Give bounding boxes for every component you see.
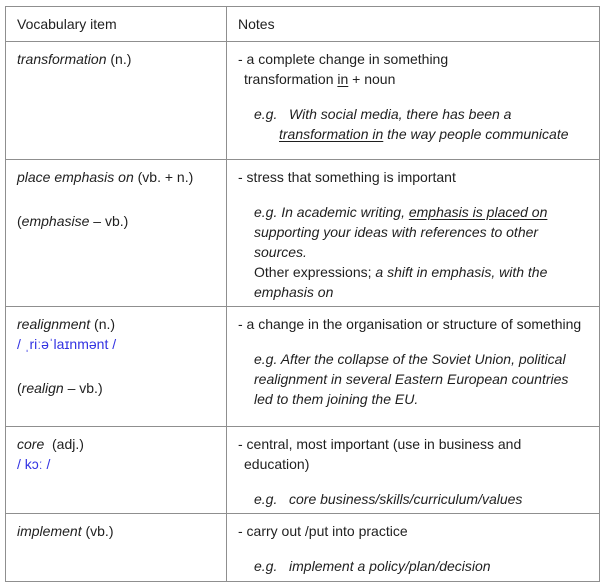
vocab-cell bbox=[6, 160, 226, 306]
vocab-cell bbox=[6, 514, 226, 581]
text-line: (emphasise – vb.) bbox=[17, 213, 129, 229]
table-header-row bbox=[6, 7, 599, 41]
text-line bbox=[17, 334, 220, 354]
text-line: led to them joining the EU. bbox=[254, 391, 419, 407]
vocab-cell bbox=[6, 307, 226, 426]
vocabulary-table bbox=[5, 6, 600, 582]
notes-cell bbox=[226, 514, 599, 581]
table-row bbox=[6, 513, 599, 581]
text-line: e.g. With social media, there has been a bbox=[254, 106, 512, 122]
notes-cell bbox=[226, 307, 599, 426]
text-line: sources. bbox=[254, 244, 307, 260]
text-line: e.g. After the collapse of the Soviet Union, political bbox=[254, 351, 566, 367]
text-line: - central, most important (use in business and bbox=[238, 436, 522, 452]
text-line: emphasis on bbox=[254, 284, 334, 300]
notes-cell bbox=[226, 42, 599, 159]
text-line: e.g. core business/skills/curriculum/values bbox=[254, 491, 523, 507]
text-line: transformation in + noun bbox=[244, 71, 396, 87]
text-line: Other expressions; a shift in emphasis, with the bbox=[254, 264, 548, 280]
text-line: core (adj.) bbox=[17, 436, 84, 452]
vocab-cell bbox=[6, 427, 226, 513]
text-line: education) bbox=[244, 456, 310, 472]
text-line: realignment (n.) bbox=[17, 316, 116, 332]
text-line: transformation (n.) bbox=[17, 51, 132, 67]
text-line: - stress that something is important bbox=[238, 169, 456, 185]
table-row bbox=[6, 159, 599, 306]
header-notes: Notes bbox=[226, 7, 599, 41]
text-line: - a complete change in something bbox=[238, 51, 449, 67]
notes-cell bbox=[226, 160, 599, 306]
table-row bbox=[6, 426, 599, 513]
header-vocabulary-item: Vocabulary item bbox=[17, 16, 117, 32]
pronunciation: / ˌriːəˈlaɪnmənt / bbox=[17, 336, 117, 352]
text-line: e.g. In academic writing, emphasis is placed on bbox=[254, 204, 548, 220]
vocab-cell bbox=[6, 42, 226, 159]
table-row bbox=[6, 306, 599, 426]
text-line: transformation in the way people communicate bbox=[279, 126, 569, 142]
text-line: - carry out /put into practice bbox=[238, 523, 408, 539]
text-line: supporting your ideas with references to other bbox=[254, 224, 539, 240]
text-line: (realign – vb.) bbox=[17, 380, 103, 396]
table-row bbox=[6, 41, 599, 159]
text-line bbox=[17, 454, 220, 474]
notes-cell bbox=[226, 427, 599, 513]
text-line: place emphasis on (vb. + n.) bbox=[17, 169, 194, 185]
text-line: realignment in several Eastern European countries bbox=[254, 371, 569, 387]
text-line: implement (vb.) bbox=[17, 523, 114, 539]
text-line: e.g. implement a policy/plan/decision bbox=[254, 558, 491, 574]
text-line: - a change in the organisation or structure of something bbox=[238, 316, 582, 332]
pronunciation: / kɔː / bbox=[17, 456, 51, 472]
